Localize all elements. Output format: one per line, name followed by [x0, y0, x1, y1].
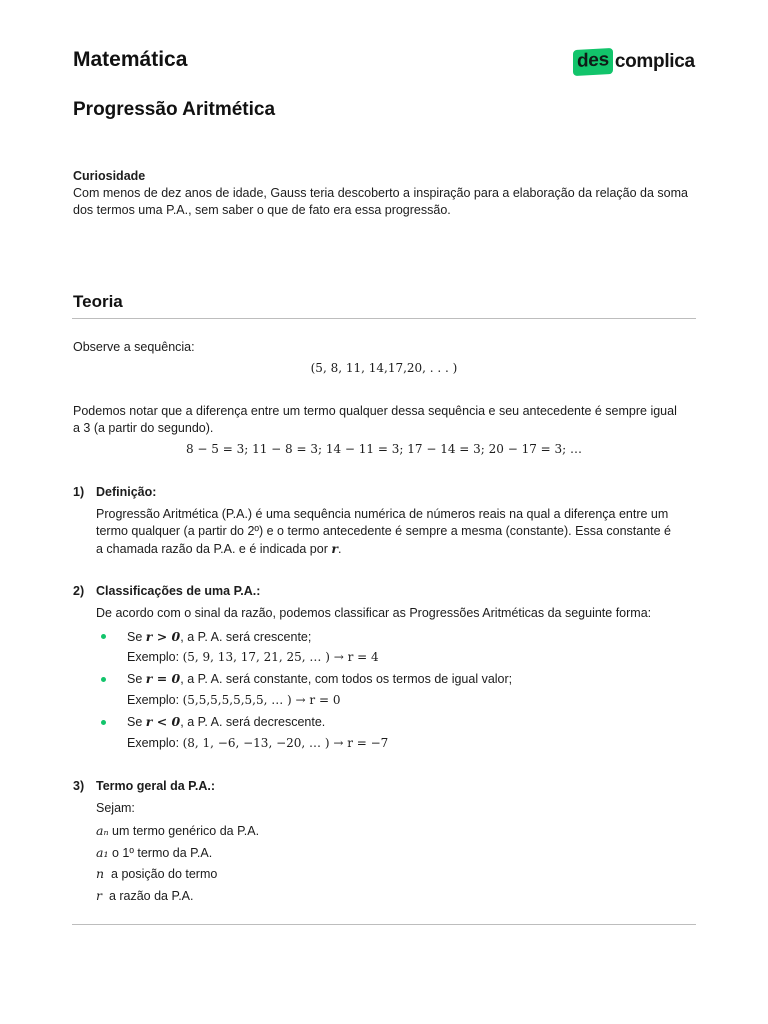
definition-line-2: termo qualquer (a partir do 2º) e o termo antecedente é sempre a mesma (constante). Essa constante é	[96, 524, 671, 538]
general-term-item: aₙ um termo genérico da P.A.	[96, 823, 260, 838]
notice-line-2: a 3 (a partir do segundo).	[73, 421, 214, 435]
classification-item-constant: Se r = 0, a P. A. será constante, com todos os termos de igual valor;	[127, 671, 513, 686]
general-term-intro: Sejam:	[96, 801, 135, 815]
topic-title: Progressão Aritmética	[73, 99, 276, 120]
curiosity-title: Curiosidade	[73, 169, 146, 183]
general-term-item: a₁ o 1º termo da P.A.	[96, 845, 213, 860]
footer-divider	[72, 924, 696, 925]
logo-badge: des	[573, 47, 613, 75]
example-constant: Exemplo: (5,5,5,5,5,5,5, … ) → r = 0	[127, 693, 341, 707]
classification-item-decreasing: Se r < 0, a P. A. será decrescente.	[127, 714, 326, 729]
subject-title: Matemática	[73, 48, 188, 71]
example-decreasing: Exemplo: (8, 1, −6, −13, −20, … ) → r = −7	[127, 736, 389, 750]
observe-text: Observe a sequência:	[73, 340, 195, 354]
sequence-formula: (5, 8, 11, 14,17,20, . . . )	[310, 361, 458, 375]
general-term-item: r a razão da P.A.	[96, 888, 194, 903]
item-number-3: 3)	[73, 779, 85, 793]
definition-title: Definição:	[96, 485, 157, 499]
section-title-teoria: Teoria	[73, 292, 123, 311]
section-divider	[72, 318, 696, 319]
bullet-icon	[101, 677, 106, 682]
classification-title: Classificações de uma P.A.:	[96, 584, 261, 598]
general-term-item: n a posição do termo	[96, 866, 218, 881]
item-number-1: 1)	[73, 485, 85, 499]
item-number-2: 2)	[73, 584, 85, 598]
bullet-icon	[101, 720, 106, 725]
general-term-title: Termo geral da P.A.:	[96, 779, 216, 793]
bullet-icon	[101, 634, 106, 639]
descomplica-logo	[573, 45, 695, 78]
curiosity-line-2: dos termos uma P.A., sem saber o que de fato era essa progressão.	[73, 203, 451, 217]
logo-text: complica	[614, 50, 695, 72]
differences-formula: 8 − 5 = 3; 11 − 8 = 3; 14 − 11 = 3; 17 − 14 = 3; 20 − 17 = 3; …	[185, 442, 583, 456]
definition-line-3: a chamada razão da P.A. e é indicada por r.	[96, 541, 342, 556]
definition-line-1: Progressão Aritmética (P.A.) é uma sequência numérica de números reais na qual a diferença entre um	[96, 507, 669, 521]
example-increasing: Exemplo: (5, 9, 13, 17, 21, 25, … ) → r = 4	[127, 650, 379, 664]
notice-line-1: Podemos notar que a diferença entre um termo qualquer dessa sequência e seu antecedente é sempre igual	[73, 404, 677, 418]
ratio-symbol: r	[331, 541, 338, 556]
curiosity-line-1: Com menos de dez anos de idade, Gauss teria descoberto a inspiração para a elaboração da relação da soma	[73, 186, 688, 200]
classification-intro: De acordo com o sinal da razão, podemos classificar as Progressões Aritméticas da seguinte forma:	[96, 606, 652, 620]
classification-item-increasing: Se r > 0, a P. A. será crescente;	[127, 629, 312, 644]
